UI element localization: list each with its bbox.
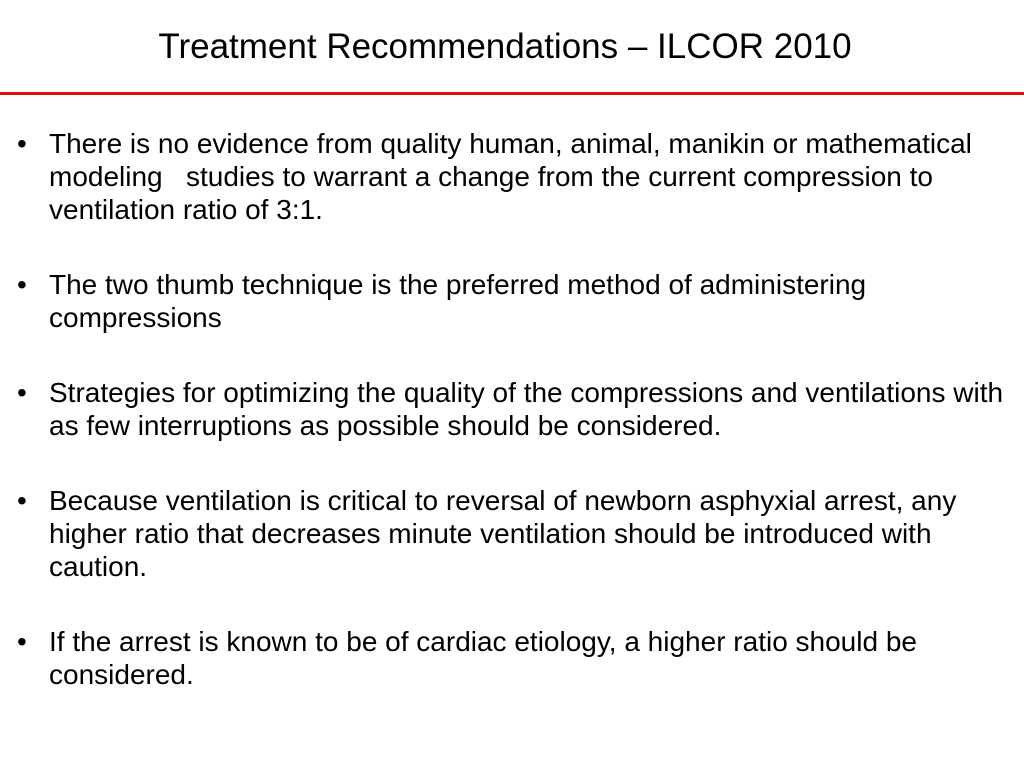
list-item (17, 127, 1017, 226)
bullet-icon: • (17, 128, 27, 159)
bullet-text: Strategies for optimizing the quality of the compressions and ventilations with as few interruptions as possible should be considered. (49, 377, 1011, 441)
list-item (17, 484, 1017, 583)
recommendations-list (17, 127, 1017, 733)
list-item (17, 625, 1017, 691)
bullet-text: There is no evidence from quality human, animal, manikin or mathematical modeling studies to warrant a change from the current compression to ventilation ratio of 3:1. (49, 128, 980, 225)
bullet-text: If the arrest is known to be of cardiac etiology, a higher ratio should be considered. (49, 626, 925, 690)
bullet-icon: • (17, 269, 27, 300)
bullet-icon: • (17, 377, 27, 408)
slide-title: Treatment Recommendations – ILCOR 2010 (158, 27, 852, 66)
list-item (17, 376, 1017, 442)
bullet-icon: • (17, 485, 27, 516)
bullet-text: The two thumb technique is the preferred method of administering compressions (49, 269, 874, 333)
bullet-text: Because ventilation is critical to reversal of newborn asphyxial arrest, any higher ratio that decreases minute ventilation should be introduced with caution. (49, 485, 965, 582)
title-divider (0, 92, 1024, 95)
bullet-icon: • (17, 626, 27, 657)
list-item (17, 268, 1017, 334)
